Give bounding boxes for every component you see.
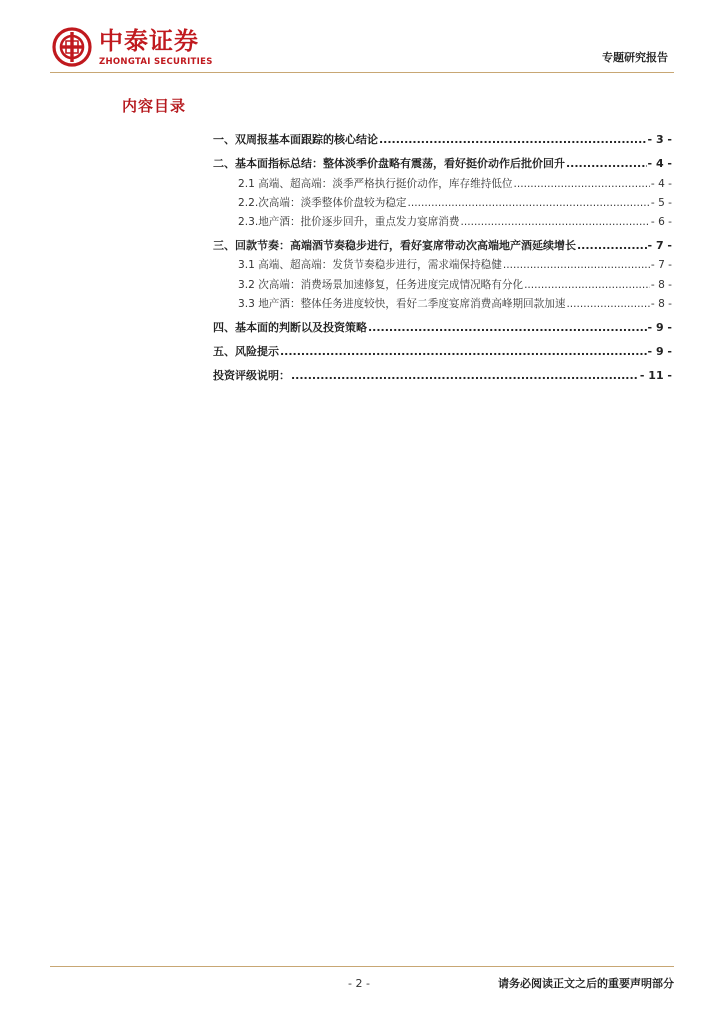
toc-entry-title: 四、基本面的判断以及投资策略 — [213, 321, 367, 334]
toc-title: 内容目录 — [122, 97, 187, 115]
toc-dot-leader — [291, 369, 639, 383]
toc-dot-leader — [368, 321, 647, 335]
toc-entry-title: 二、基本面指标总结：整体淡季价盘略有震荡，看好挺价动作后批价回升 — [213, 157, 565, 170]
toc-entry-title: 一、双周报基本面跟踪的核心结论 — [213, 133, 378, 146]
toc-entry-title: 3.1 高端、超高端：发货节奏稳步进行，需求端保持稳健 — [238, 259, 502, 271]
toc-entry-page: - 4 - — [647, 157, 672, 170]
toc-dot-leader — [577, 239, 647, 253]
footer-disclaimer-note: 请务必阅读正文之后的重要声明部分 — [498, 977, 674, 990]
toc-dot-leader — [503, 258, 650, 272]
toc-entry-section[interactable] — [213, 157, 672, 171]
toc-entry-page: - 4 - — [650, 178, 672, 190]
toc-entry-subsection[interactable] — [238, 196, 672, 210]
toc-entry-section[interactable] — [213, 345, 672, 359]
toc-entry-page: - 6 - — [650, 216, 672, 228]
toc-entry-page: - 5 - — [650, 197, 672, 209]
toc-dot-leader — [513, 177, 649, 191]
toc-entry-title: 投资评级说明： — [213, 369, 290, 382]
toc-entry-subsection[interactable] — [238, 297, 672, 311]
header-divider — [50, 72, 674, 73]
toc-entry-page: - 7 - — [647, 239, 672, 252]
toc-entry-subsection[interactable] — [238, 177, 672, 191]
toc-entry-page: - 3 - — [647, 133, 672, 146]
toc-entry-title: 三、回款节奏：高端酒节奏稳步进行，看好宴席带动次高端地产酒延续增长 — [213, 239, 576, 252]
toc-entry-page: - 9 - — [647, 345, 672, 358]
toc-entry-section[interactable] — [213, 133, 672, 147]
toc-entry-title: 2.3.地产酒：批价逐步回升，重点发力宴席消费 — [238, 216, 460, 228]
toc-entry-title: 2.2.次高端：淡季整体价盘较为稳定 — [238, 197, 407, 209]
toc-entry-section[interactable] — [213, 239, 672, 253]
zhongtai-logo-icon — [52, 27, 92, 67]
page-header — [0, 0, 724, 80]
toc-dot-leader — [408, 196, 650, 210]
report-type-label: 专题研究报告 — [602, 51, 668, 64]
toc-dot-leader — [280, 345, 647, 359]
toc-entry-page: - 11 - — [639, 369, 672, 382]
toc-entry-page: - 8 - — [650, 298, 672, 310]
toc-entry-subsection[interactable] — [238, 278, 672, 292]
footer-divider — [50, 966, 674, 967]
toc-entry-section[interactable] — [213, 369, 672, 383]
toc-entry-section[interactable] — [213, 321, 672, 335]
brand-name-cn: 中泰证券 — [99, 27, 199, 55]
footer-page-number: - 2 - — [348, 977, 370, 990]
toc-entry-subsection[interactable] — [238, 258, 672, 272]
brand-name-en: ZHONGTAI SECURITIES — [99, 57, 213, 67]
toc-entry-title: 五、风险提示 — [213, 345, 279, 358]
toc-entry-page: - 7 - — [650, 259, 672, 271]
toc-dot-leader — [524, 278, 650, 292]
toc-entry-title: 2.1 高端、超高端：淡季严格执行挺价动作，库存维持低位 — [238, 178, 513, 190]
toc-dot-leader — [566, 297, 649, 311]
toc-entry-page: - 9 - — [647, 321, 672, 334]
toc-dot-leader — [461, 215, 650, 229]
toc-entry-subsection[interactable] — [238, 215, 672, 229]
toc-entry-title: 3.2 次高端：消费场景加速修复，任务进度完成情况略有分化 — [238, 279, 524, 291]
toc-entry-title: 3.3 地产酒：整体任务进度较快，看好二季度宴席消费高峰期回款加速 — [238, 298, 566, 310]
toc-dot-leader — [566, 157, 647, 171]
toc-dot-leader — [379, 133, 647, 147]
toc-entry-page: - 8 - — [650, 279, 672, 291]
